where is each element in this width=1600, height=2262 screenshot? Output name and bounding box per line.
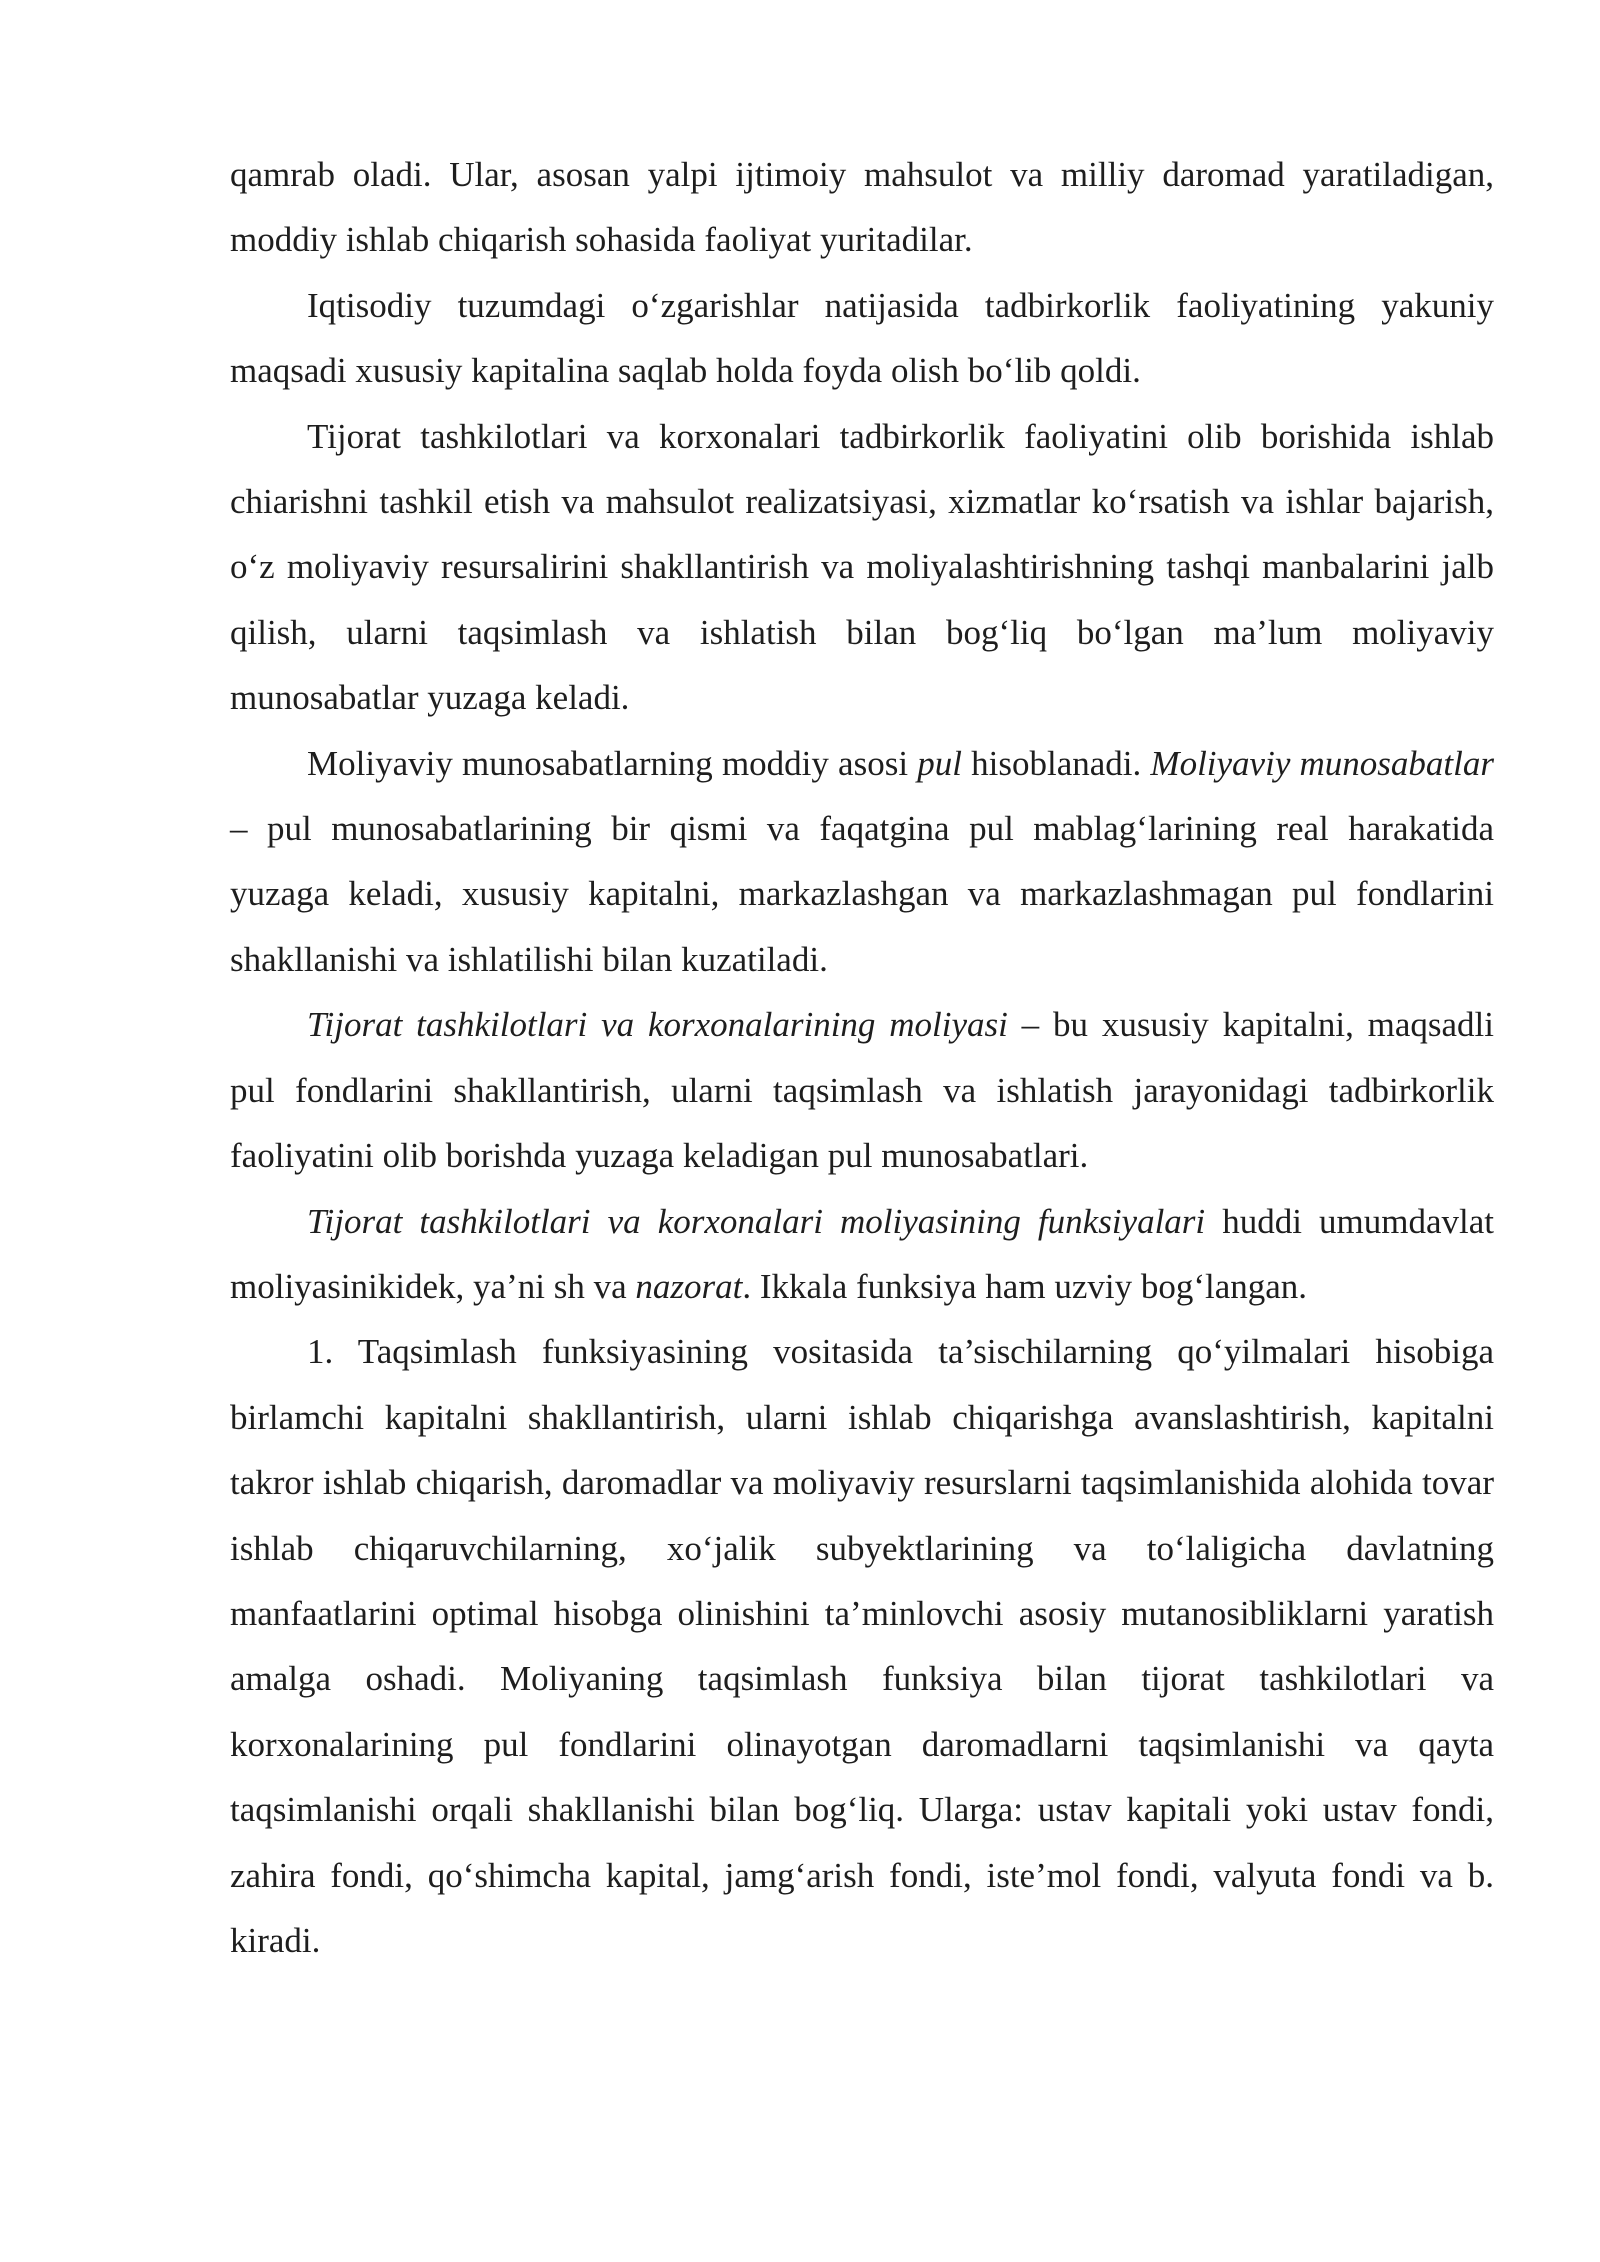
- paragraph-text: Moliyaviy munosabatlarning moddiy asosi: [307, 743, 918, 783]
- paragraph-4: [230, 731, 1494, 993]
- paragraph-text: Iqtisodiy tuzumdagi o‘zgarishlar natijasida tadbirkorlik faoliyatining yakuniy maqsadi xususiy kapitalina saqlab holda foyda olish bo‘lib qoldi.: [230, 285, 1494, 391]
- emphasis-term-pul: pul: [917, 743, 962, 783]
- paragraph-text: 1. Taqsimlash funksiyasining vositasida ta’sischilarning qo‘yilmalari hisobiga birlamchi kapitalni shakllantirish, ularni ishlab chiqarishga avanslashtirish, kapitalni takror ishlab chiqarish, daromadlar va moliyaviy resurslarni taqsimlanishida alohida tovar ishlab chiqaruvchilarning, xo‘jalik subyektlarining va to‘laligicha davlatning manfaatlarini optimal hisobga olinishini ta’minlovchi asosiy mutanosibliklarni yaratish amalga oshadi. Moliyaning taqsimlash funksiya bilan tijorat tashkilotlari va korxonalarining pul fondlarini olinayotgan daromadlarni taqsimlanishi va qayta taqsimlanishi orqali shakllanishi bilan bog‘liq. Ularga: ustav kapitali yoki ustav fondi, zahira fondi, qo‘shimcha kapital, jamg‘arish fondi, iste’mol fondi, valyuta fondi va b. kiradi.: [230, 1332, 1494, 1960]
- paragraph-6: [230, 1189, 1494, 1320]
- emphasis-term-moliyasi: Tijorat tashkilotlari va korxonalarining moliyasi: [307, 1005, 1008, 1045]
- emphasis-term-funksiyalari: Tijorat tashkilotlari va korxonalari moliyasining funksiyalari: [307, 1201, 1206, 1241]
- paragraph-2: [230, 273, 1494, 404]
- emphasis-term-moliyaviy-munosabatlar: Moliyaviy munosabatlar: [1150, 743, 1494, 783]
- emphasis-term-nazorat: nazorat: [635, 1266, 743, 1306]
- paragraph-text: . Ikkala funksiya ham uzviy bog‘langan.: [742, 1266, 1308, 1306]
- paragraph-text: Tijorat tashkilotlari va korxonalari tadbirkorlik faoliyatini olib borishida ishlab chiarishni tashkil etish va mahsulot realizatsiyasi, xizmatlar ko‘rsatish va ishlar bajarish, o‘z moliyaviy resursalirini shakllantirish va moliyalashtirishning tashqi manbalarini jalb qilish, ularni taqsimlash va ishlatish bilan bog‘liq bo‘lgan ma’lum moliyaviy munosabatlar yuzaga keladi.: [230, 416, 1494, 718]
- paragraph-7: [230, 1319, 1494, 1973]
- paragraph-text: huddi umumdavlat moliyasinikidek, ya’ni sh va: [230, 1201, 1494, 1306]
- paragraph-text: qamrab oladi. Ular, asosan yalpi ijtimoiy mahsulot va milliy daromad yaratiladigan, moddiy ishlab chiqarish sohasida faoliyat yuritadilar.: [230, 155, 1494, 260]
- paragraph-text: – bu xususiy kapitalni, maqsadli pul fondlarini shakllantirish, ularni taqsimlash va ishlatish jarayonidagi tadbirkorlik faoliyatini olib borishda yuzaga keladigan pul munosabatlari.: [230, 1005, 1495, 1176]
- paragraph-1: [230, 142, 1494, 273]
- paragraph-text: – pul munosabatlarining bir qismi va faqatgina pul mablag‘larining real harakatida yuzaga keladi, xususiy kapitalni, markazlashgan va markazlashmagan pul fondlarini shakllanishi va ishlatilishi bilan kuzatiladi.: [230, 809, 1494, 979]
- document-page: [230, 142, 1494, 1973]
- paragraph-5: [230, 992, 1494, 1188]
- paragraph-3: [230, 404, 1494, 731]
- paragraph-text: hisoblanadi.: [961, 743, 1151, 783]
